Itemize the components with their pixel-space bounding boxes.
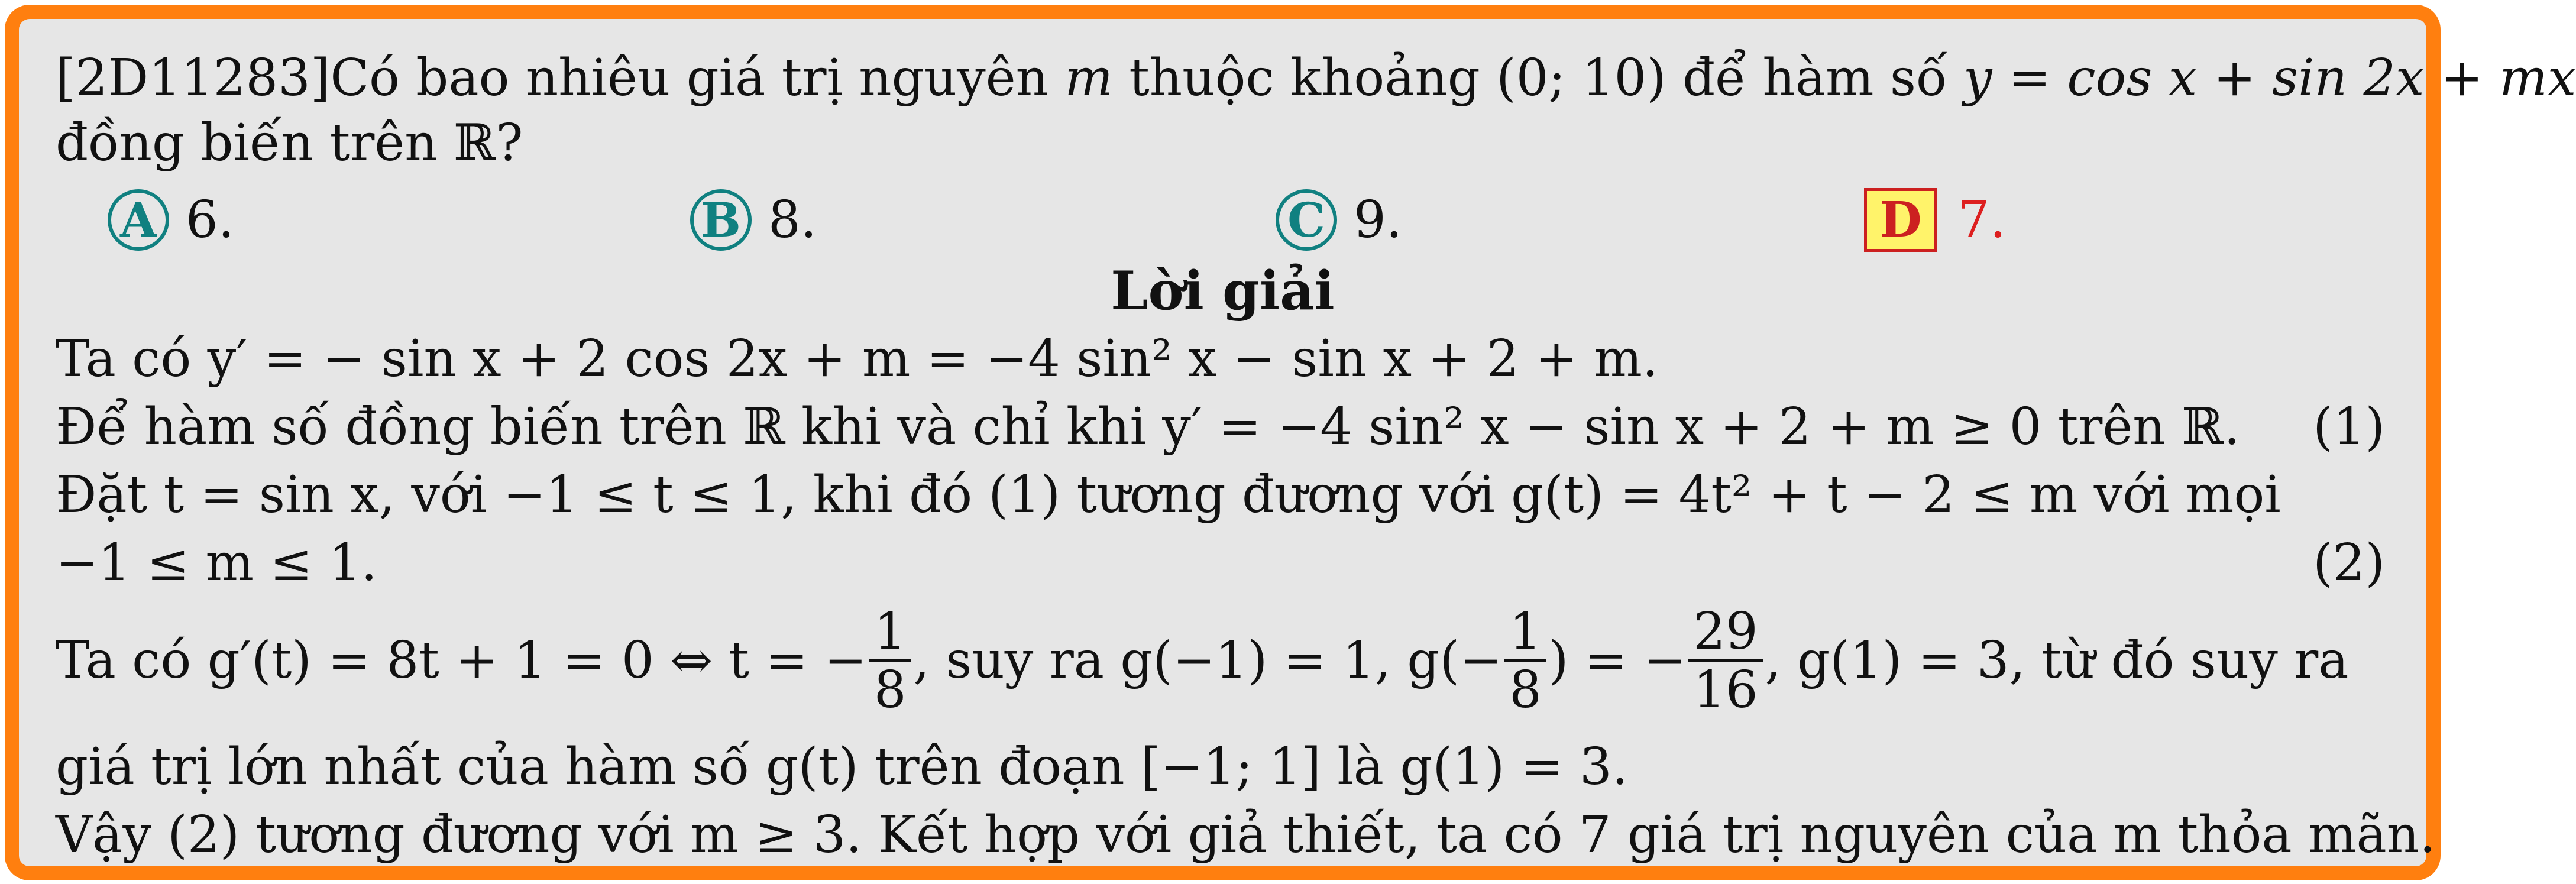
question-id: [2D11283] bbox=[56, 48, 331, 108]
fraction-numerator: 1 bbox=[869, 606, 911, 662]
fraction-one-eighth-2 bbox=[1504, 601, 1546, 720]
solution-line-2: Để hàm số đồng biến trên ℝ khi và chỉ khi y′ = −4 sin² x − sin x + 2 + m ≥ 0 trên ℝ. bbox=[56, 397, 2240, 456]
fraction-numerator: 1 bbox=[1504, 606, 1546, 662]
question-text-2: thuộc khoảng (0; 10) để hàm số bbox=[1112, 48, 1963, 108]
solution-line-5-d: , g(1) = 3, từ đó suy ra bbox=[1765, 631, 2349, 690]
fraction-denominator: 16 bbox=[1693, 660, 1758, 720]
equation-tag-2: (2) bbox=[2313, 533, 2385, 592]
solution-line-3 bbox=[56, 465, 2385, 524]
question-var-m: m bbox=[1064, 48, 1113, 108]
solution-line-5-c: ) = − bbox=[1548, 631, 1687, 690]
solution-line-5-a: Ta có g′(t) = 8t + 1 = 0 ⇔ t = − bbox=[56, 631, 867, 690]
option-c[interactable] bbox=[1276, 190, 1402, 250]
question-function: y = cos x + sin 2x + mx bbox=[1963, 48, 2576, 108]
option-a-value: 6. bbox=[186, 190, 235, 250]
fraction-one-eighth bbox=[869, 601, 911, 720]
option-a[interactable] bbox=[108, 190, 234, 250]
option-a-marker: A bbox=[108, 189, 169, 251]
option-c-value: 9. bbox=[1354, 190, 1403, 250]
fraction-29-16 bbox=[1688, 601, 1762, 720]
question-text-3: đồng biến trên ℝ? bbox=[56, 114, 523, 173]
solution-line-4: −1 ≤ m ≤ 1. bbox=[56, 533, 377, 592]
solution-line-6: giá trị lớn nhất của hàm số g(t) trên đoạn [−1; 1] là g(1) = 3. bbox=[56, 737, 1629, 796]
option-d-marker-correct: D bbox=[1864, 188, 1937, 252]
problem-card bbox=[5, 5, 2576, 880]
solution-line-1: Ta có y′ = − sin x + 2 cos 2x + m = −4 sin² x − sin x + 2 + m. bbox=[56, 329, 1659, 388]
solution-line-7: Vậy (2) tương đương với m ≥ 3. Kết hợp với giả thiết, ta có 7 giá trị nguyên của m thỏa mãn. bbox=[56, 805, 2436, 864]
solution-line-5-b: , suy ra g(−1) = 1, g(− bbox=[913, 631, 1503, 690]
question-text-1: Có bao nhiêu giá trị nguyên bbox=[330, 48, 1065, 108]
fraction-denominator: 8 bbox=[873, 660, 907, 720]
fraction-numerator: 29 bbox=[1688, 606, 1762, 662]
fraction-denominator: 8 bbox=[1509, 660, 1542, 720]
option-d-value: 7. bbox=[1957, 190, 2007, 250]
question-line-1 bbox=[56, 48, 2576, 108]
solution-heading: Lời giải bbox=[1111, 260, 1335, 322]
equation-tag-1: (1) bbox=[2313, 397, 2385, 456]
question-line-2 bbox=[56, 114, 2385, 173]
solution-line-3-text: Đặt t = sin x, với −1 ≤ t ≤ 1, khi đó (1) tương đương với g(t) = 4t² + t − 2 ≤ m với mọi bbox=[56, 465, 2281, 524]
option-b[interactable] bbox=[690, 190, 817, 250]
option-b-marker: B bbox=[690, 189, 752, 251]
solution-line-5 bbox=[56, 601, 2385, 720]
option-b-value: 8. bbox=[768, 190, 817, 250]
option-d[interactable] bbox=[1864, 190, 2006, 250]
option-c-marker: C bbox=[1276, 189, 1337, 251]
